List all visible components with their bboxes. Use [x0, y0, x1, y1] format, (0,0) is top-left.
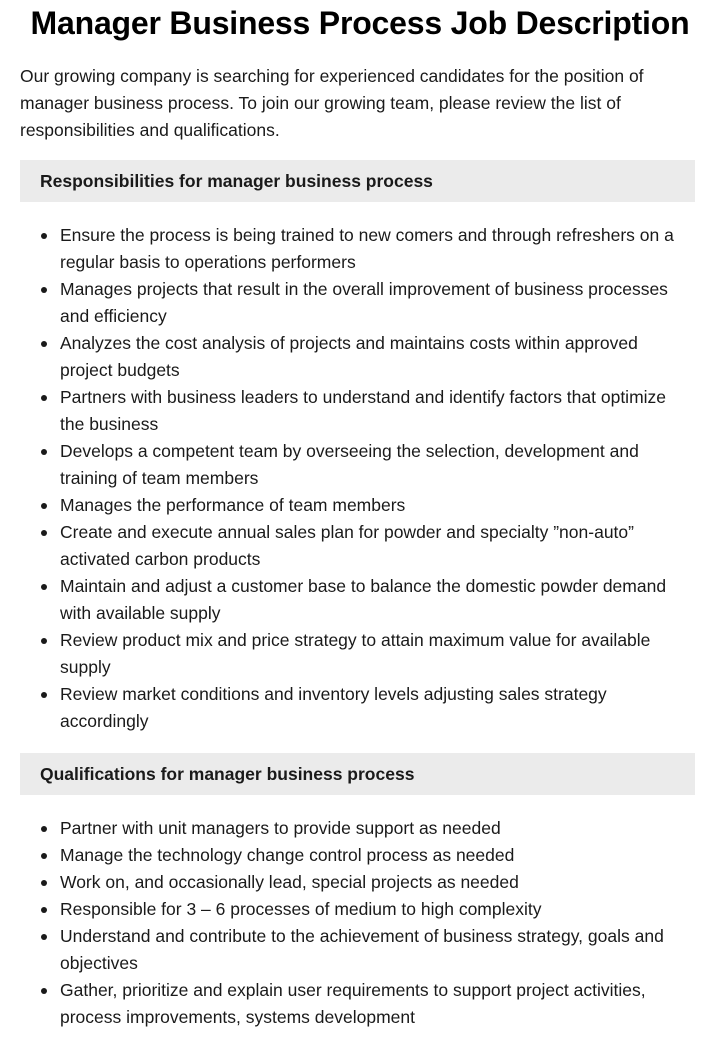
responsibility-text: Ensure the process is being trained to new comers and through refreshers on a regular basis to operations performers — [60, 225, 674, 272]
responsibility-text: Maintain and adjust a customer base to balance the domestic powder demand with available supply — [60, 576, 667, 623]
responsibility-item — [20, 276, 695, 330]
responsibility-text: Analyzes the cost analysis of projects and maintains costs within approved project budgets — [60, 333, 638, 380]
qualifications-heading: Qualifications for manager business process — [20, 753, 695, 795]
responsibility-item — [20, 627, 695, 681]
responsibilities-list — [20, 222, 695, 735]
qualification-item — [20, 869, 695, 896]
qualification-item — [20, 977, 695, 1031]
bullet-icon — [41, 988, 47, 994]
responsibility-text: Review market conditions and inventory levels adjusting sales strategy accordingly — [60, 684, 607, 731]
responsibility-text: Partners with business leaders to understand and identify factors that optimize the business — [60, 387, 667, 434]
qualification-item — [20, 923, 695, 977]
bullet-icon — [41, 692, 47, 698]
bullet-icon — [41, 934, 47, 940]
bullet-icon — [41, 287, 47, 293]
qualification-item — [20, 815, 695, 842]
bullet-icon — [41, 233, 47, 239]
bullet-icon — [41, 853, 47, 859]
responsibility-text: Manages the performance of team members — [60, 495, 406, 515]
responsibility-item — [20, 492, 695, 519]
bullet-icon — [41, 503, 47, 509]
bullet-icon — [41, 341, 47, 347]
page-title: Manager Business Process Job Description — [30, 5, 690, 41]
qualification-item — [20, 896, 695, 923]
qualification-item — [20, 842, 695, 869]
bullet-icon — [41, 395, 47, 401]
qualification-text: Partner with unit managers to provide support as needed — [60, 818, 501, 838]
qualification-text: Understand and contribute to the achievement of business strategy, goals and objectives — [60, 926, 664, 973]
bullet-icon — [41, 638, 47, 644]
responsibility-item — [20, 519, 695, 573]
qualification-text: Responsible for 3 – 6 processes of medium to high complexity — [60, 899, 542, 919]
qualification-text: Manage the technology change control process as needed — [60, 845, 515, 865]
responsibility-item — [20, 681, 695, 735]
responsibility-item — [20, 330, 695, 384]
qualifications-list — [20, 815, 695, 1031]
bullet-icon — [41, 826, 47, 832]
responsibility-item — [20, 384, 695, 438]
responsibility-item — [20, 573, 695, 627]
qualification-text: Work on, and occasionally lead, special projects as needed — [60, 872, 519, 892]
responsibility-item — [20, 222, 695, 276]
bullet-icon — [41, 530, 47, 536]
responsibilities-heading: Responsibilities for manager business process — [20, 160, 695, 202]
bullet-icon — [41, 907, 47, 913]
qualification-text: Gather, prioritize and explain user requirements to support project activities, process improvements, systems development — [60, 980, 646, 1027]
bullet-icon — [41, 449, 47, 455]
responsibility-item — [20, 438, 695, 492]
responsibility-text: Develops a competent team by overseeing the selection, development and training of team members — [60, 441, 639, 488]
responsibility-text: Review product mix and price strategy to attain maximum value for available supply — [60, 630, 651, 677]
bullet-icon — [41, 880, 47, 886]
responsibility-text: Create and execute annual sales plan for powder and specialty ”non-auto” activated carbon products — [60, 522, 634, 569]
responsibility-text: Manages projects that result in the overall improvement of business processes and efficiency — [60, 279, 668, 326]
bullet-icon — [41, 584, 47, 590]
intro-paragraph: Our growing company is searching for experienced candidates for the position of manager business process. To join our growing team, please review the list of responsibilities and qualifications. — [20, 66, 644, 140]
